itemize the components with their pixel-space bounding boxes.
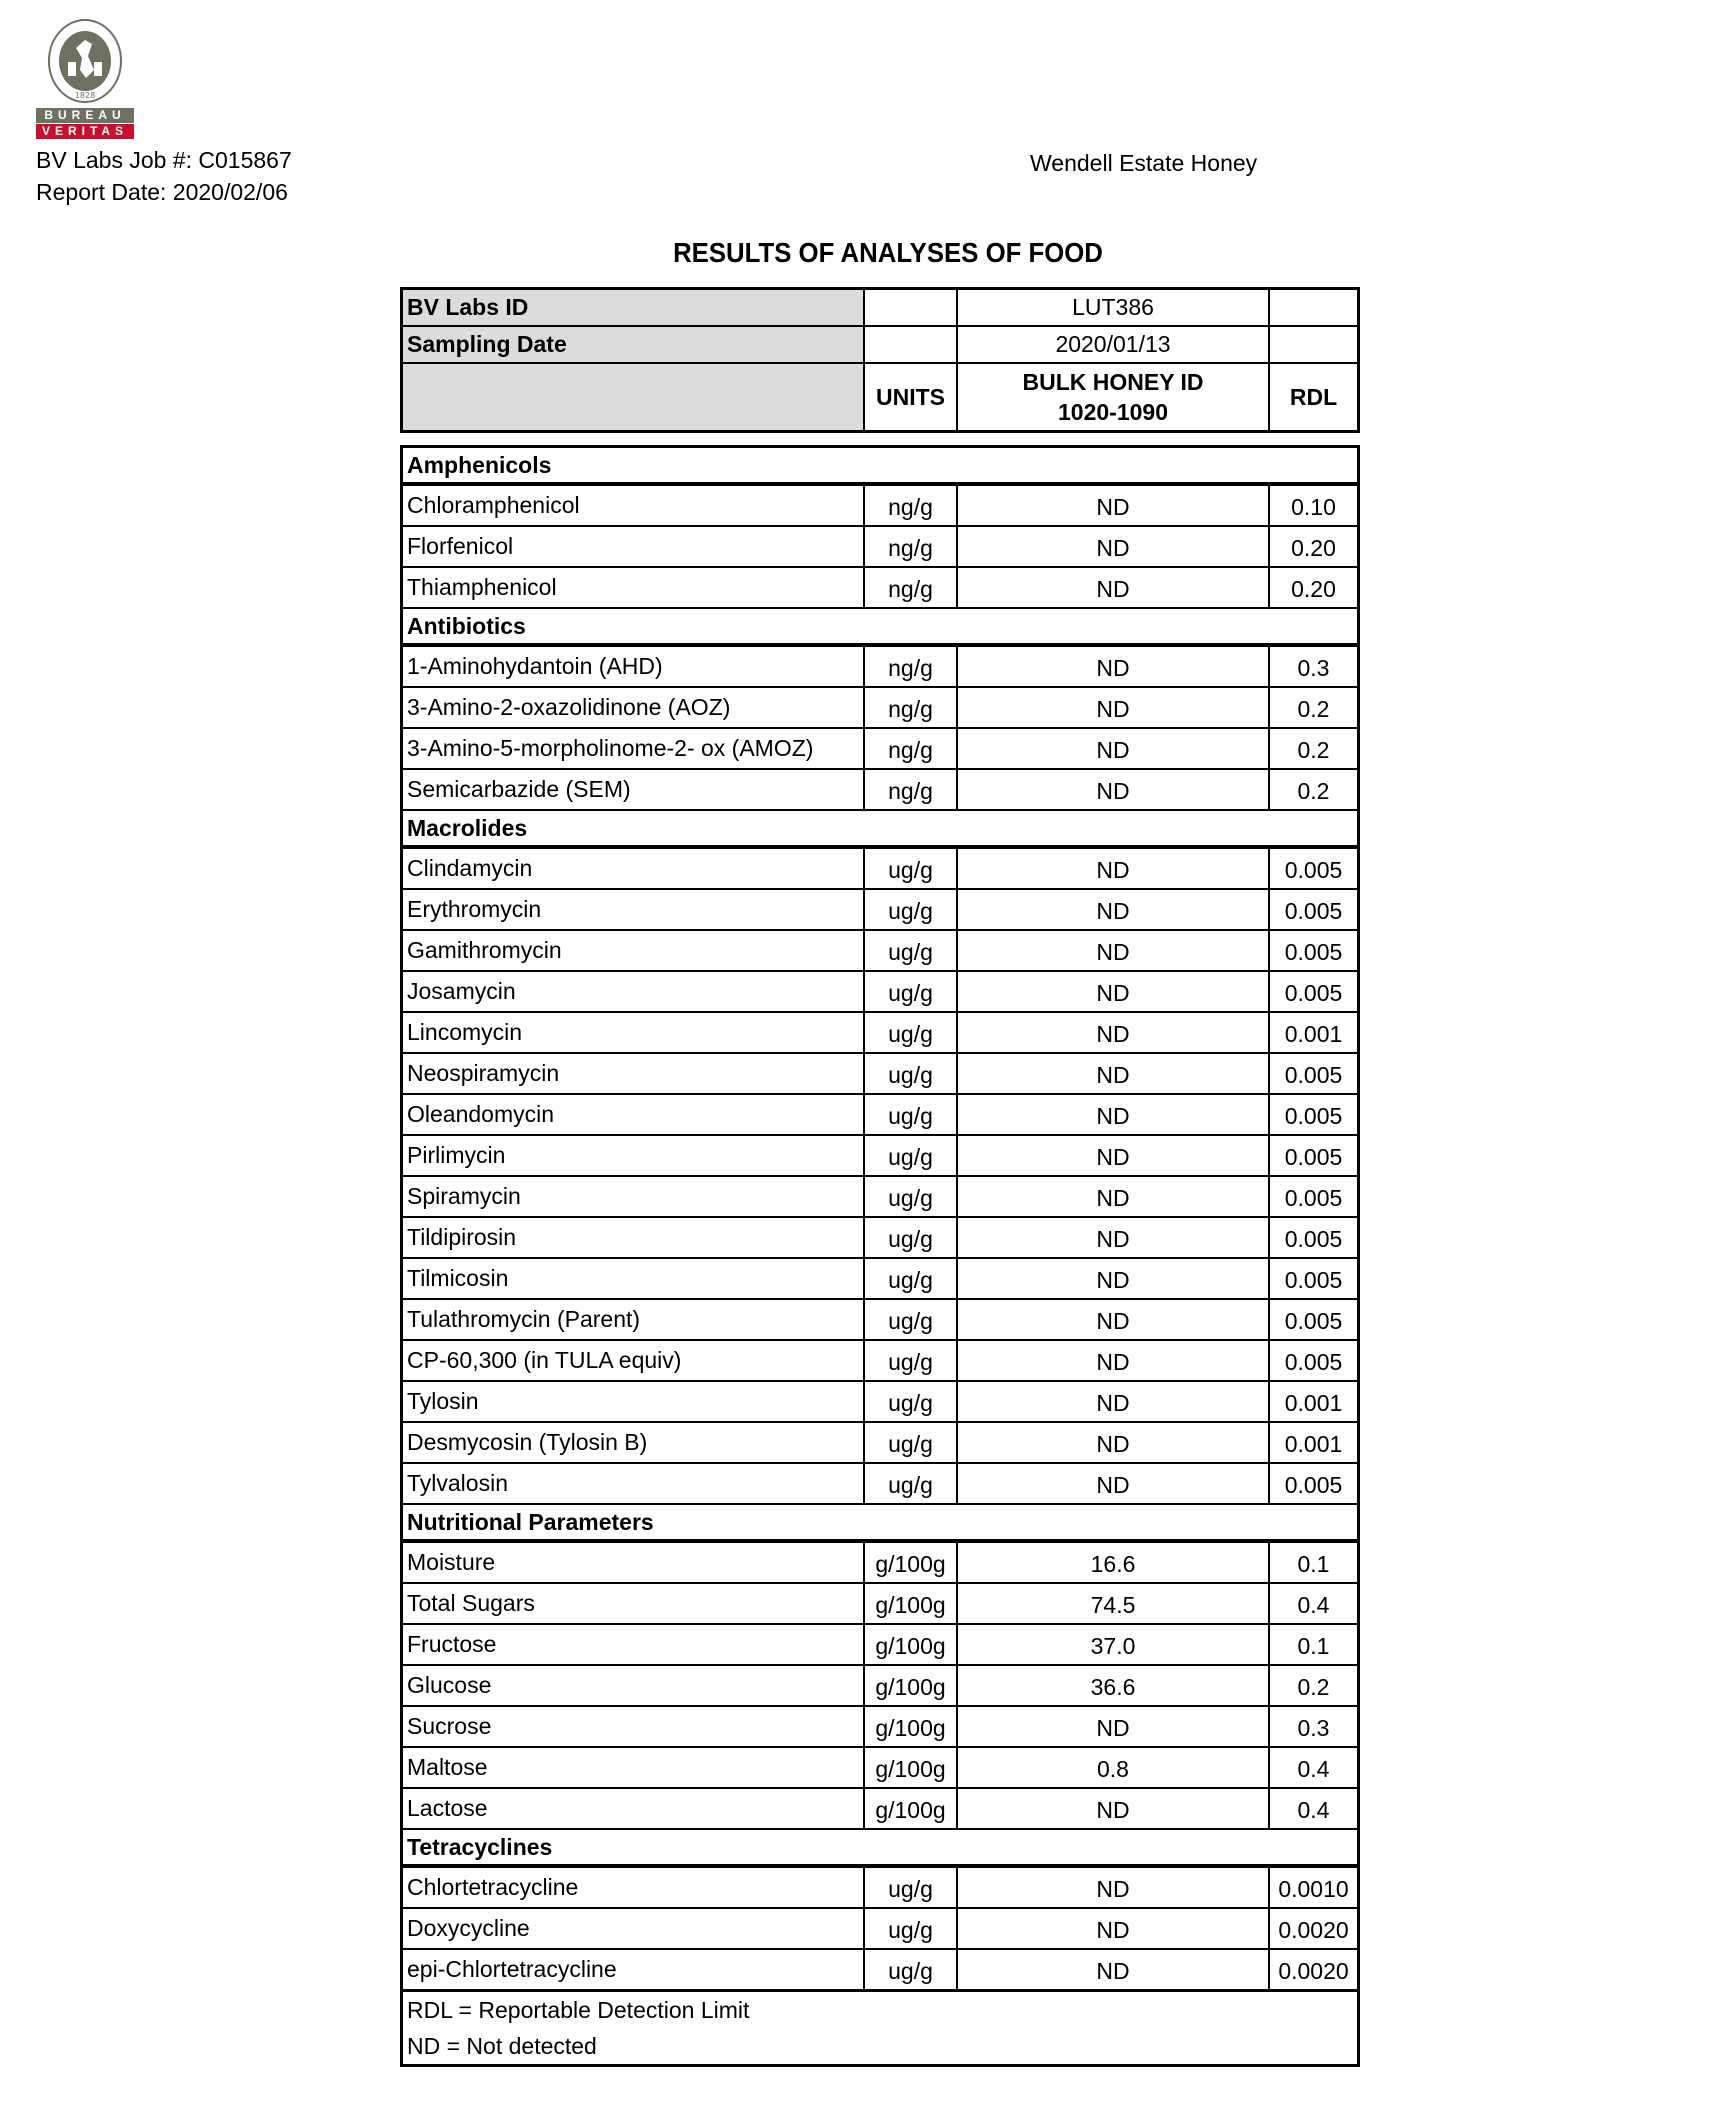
units-value: ug/g — [864, 1217, 957, 1258]
units-value: ug/g — [864, 1299, 957, 1340]
units-value: ug/g — [864, 847, 957, 889]
analyte-name: Maltose — [402, 1747, 865, 1788]
result-value: ND — [957, 847, 1269, 889]
units-value: ng/g — [864, 645, 957, 687]
client-name: Wendell Estate Honey — [1030, 150, 1258, 176]
report-date: Report Date: 2020/02/06 — [36, 179, 288, 205]
analyte-name: Pirlimycin — [402, 1135, 865, 1176]
rdl-value: 0.005 — [1269, 971, 1359, 1012]
rdl-value: 0.1 — [1269, 1541, 1359, 1583]
analyte-name: Tildipirosin — [402, 1217, 865, 1258]
units-value: ng/g — [864, 567, 957, 608]
result-value: 0.8 — [957, 1747, 1269, 1788]
category-row — [402, 1504, 1359, 1541]
sampling-date-value: 2020/01/13 — [957, 326, 1269, 363]
units-value: g/100g — [864, 1706, 957, 1747]
empty-cell — [1269, 326, 1359, 363]
rdl-value: 0.005 — [1269, 1135, 1359, 1176]
rdl-value: 0.0010 — [1269, 1866, 1359, 1908]
rdl-value: 0.005 — [1269, 930, 1359, 971]
units-value: g/100g — [864, 1624, 957, 1665]
analyte-name: Total Sugars — [402, 1583, 865, 1624]
units-value: ug/g — [864, 1463, 957, 1504]
footnote-row — [402, 1991, 1359, 2029]
rdl-header: RDL — [1269, 363, 1359, 432]
analyte-name: 3-Amino-5-morpholinome-2- ox (AMOZ) — [402, 728, 865, 769]
sampling-date-label: Sampling Date — [402, 326, 865, 363]
job-number: BV Labs Job #: C015867 — [36, 147, 292, 173]
table-row — [402, 1665, 1359, 1706]
units-value: ug/g — [864, 1422, 957, 1463]
table-row — [402, 1258, 1359, 1299]
rdl-value: 0.001 — [1269, 1012, 1359, 1053]
category-label: Nutritional Parameters — [402, 1504, 1359, 1541]
table-row — [402, 567, 1359, 608]
table-row — [402, 1908, 1359, 1949]
table-row — [402, 484, 1359, 526]
category-label: Macrolides — [402, 810, 1359, 847]
result-value: 37.0 — [957, 1624, 1269, 1665]
units-value: ug/g — [864, 1053, 957, 1094]
rdl-value: 0.005 — [1269, 1053, 1359, 1094]
rdl-value: 0.4 — [1269, 1788, 1359, 1829]
rdl-value: 0.0020 — [1269, 1949, 1359, 1991]
analyte-name: Doxycycline — [402, 1908, 865, 1949]
category-label: Antibiotics — [402, 608, 1359, 645]
result-value: ND — [957, 526, 1269, 567]
result-value: 74.5 — [957, 1583, 1269, 1624]
rdl-value: 0.001 — [1269, 1381, 1359, 1422]
sampling-date-row — [402, 326, 1359, 363]
rdl-value: 0.005 — [1269, 1340, 1359, 1381]
analyte-name: Lactose — [402, 1788, 865, 1829]
units-value: ng/g — [864, 728, 957, 769]
analyte-name: Desmycosin (Tylosin B) — [402, 1422, 865, 1463]
units-value: g/100g — [864, 1541, 957, 1583]
units-value: ug/g — [864, 1381, 957, 1422]
category-row — [402, 447, 1359, 485]
units-value: ng/g — [864, 687, 957, 728]
empty-cell — [864, 289, 957, 327]
analyte-name: Sucrose — [402, 1706, 865, 1747]
result-value: ND — [957, 1094, 1269, 1135]
table-row — [402, 1094, 1359, 1135]
rdl-value: 0.2 — [1269, 687, 1359, 728]
result-value: ND — [957, 1381, 1269, 1422]
result-value: ND — [957, 1706, 1269, 1747]
analyte-name: Neospiramycin — [402, 1053, 865, 1094]
table-row — [402, 687, 1359, 728]
units-value: g/100g — [864, 1788, 957, 1829]
table-row — [402, 645, 1359, 687]
footnote-row — [402, 2028, 1359, 2066]
table-row — [402, 1381, 1359, 1422]
units-value: ug/g — [864, 889, 957, 930]
rdl-value: 0.3 — [1269, 645, 1359, 687]
analyte-name: Gamithromycin — [402, 930, 865, 971]
units-value: ug/g — [864, 930, 957, 971]
analyte-name: CP-60,300 (in TULA equiv) — [402, 1340, 865, 1381]
table-row — [402, 1463, 1359, 1504]
units-value: ug/g — [864, 1012, 957, 1053]
result-value: ND — [957, 1258, 1269, 1299]
sample-id-header — [957, 363, 1269, 432]
result-value: ND — [957, 769, 1269, 810]
table-row — [402, 1624, 1359, 1665]
table-row — [402, 769, 1359, 810]
analyte-name: Tylvalosin — [402, 1463, 865, 1504]
table-row — [402, 1866, 1359, 1908]
units-value: ng/g — [864, 484, 957, 526]
analyte-name: Chloramphenicol — [402, 484, 865, 526]
analyte-name: Thiamphenicol — [402, 567, 865, 608]
rdl-value: 0.20 — [1269, 526, 1359, 567]
bv-labs-id-row — [402, 289, 1359, 327]
column-header-row — [402, 363, 1359, 432]
table-row — [402, 889, 1359, 930]
rdl-value: 0.3 — [1269, 1706, 1359, 1747]
rdl-value: 0.005 — [1269, 1176, 1359, 1217]
analyte-name: Erythromycin — [402, 889, 865, 930]
table-row — [402, 728, 1359, 769]
category-row — [402, 1829, 1359, 1866]
analyte-name: Clindamycin — [402, 847, 865, 889]
analyte-name: 1-Aminohydantoin (AHD) — [402, 645, 865, 687]
analyte-name: Tylosin — [402, 1381, 865, 1422]
category-row — [402, 810, 1359, 847]
units-value: g/100g — [864, 1747, 957, 1788]
analyte-name: Spiramycin — [402, 1176, 865, 1217]
result-value: ND — [957, 1176, 1269, 1217]
result-value: ND — [957, 1217, 1269, 1258]
units-value: g/100g — [864, 1583, 957, 1624]
table-row — [402, 971, 1359, 1012]
table-row — [402, 1053, 1359, 1094]
analyte-name: Tilmicosin — [402, 1258, 865, 1299]
units-value: ug/g — [864, 971, 957, 1012]
analyte-name: epi-Chlortetracycline — [402, 1949, 865, 1991]
units-value: ng/g — [864, 769, 957, 810]
analyte-name: Semicarbazide (SEM) — [402, 769, 865, 810]
result-value: ND — [957, 1135, 1269, 1176]
category-label: Amphenicols — [402, 447, 1359, 485]
sample-id-header-line2: 1020-1090 — [1058, 399, 1168, 425]
table-row — [402, 1788, 1359, 1829]
report-title: RESULTS OF ANALYSES OF FOOD — [673, 237, 1103, 268]
sample-header-table — [400, 287, 1360, 433]
result-value: ND — [957, 1299, 1269, 1340]
rdl-value: 0.005 — [1269, 1299, 1359, 1340]
table-row — [402, 1340, 1359, 1381]
rdl-value: 0.005 — [1269, 1258, 1359, 1299]
result-value: ND — [957, 1908, 1269, 1949]
table-row — [402, 1747, 1359, 1788]
category-row — [402, 608, 1359, 645]
logo-year: 1828 — [74, 91, 96, 100]
table-row — [402, 1706, 1359, 1747]
units-value: ug/g — [864, 1866, 957, 1908]
result-value: ND — [957, 1422, 1269, 1463]
units-value: ng/g — [864, 526, 957, 567]
result-value: ND — [957, 930, 1269, 971]
units-value: ug/g — [864, 1949, 957, 1991]
rdl-value: 0.001 — [1269, 1422, 1359, 1463]
units-value: ug/g — [864, 1135, 957, 1176]
units-value: ug/g — [864, 1176, 957, 1217]
units-value: g/100g — [864, 1665, 957, 1706]
rdl-value: 0.20 — [1269, 567, 1359, 608]
table-row — [402, 1299, 1359, 1340]
result-value: ND — [957, 645, 1269, 687]
analyte-name: 3-Amino-2-oxazolidinone (AOZ) — [402, 687, 865, 728]
bureau-veritas-seal-icon — [36, 18, 134, 104]
rdl-value: 0.2 — [1269, 1665, 1359, 1706]
units-value: ug/g — [864, 1340, 957, 1381]
rdl-value: 0.005 — [1269, 889, 1359, 930]
empty-cell — [864, 326, 957, 363]
units-header: UNITS — [864, 363, 957, 432]
units-value: ug/g — [864, 1258, 957, 1299]
rdl-value: 0.4 — [1269, 1583, 1359, 1624]
empty-cell — [1269, 289, 1359, 327]
analyte-name: Chlortetracycline — [402, 1866, 865, 1908]
rdl-value: 0.005 — [1269, 1463, 1359, 1504]
result-value: ND — [957, 567, 1269, 608]
bv-labs-id-value: LUT386 — [957, 289, 1269, 327]
rdl-value: 0.10 — [1269, 484, 1359, 526]
rdl-value: 0.2 — [1269, 728, 1359, 769]
result-value: 36.6 — [957, 1665, 1269, 1706]
table-row — [402, 930, 1359, 971]
rdl-value: 0.1 — [1269, 1624, 1359, 1665]
result-value: ND — [957, 889, 1269, 930]
logo-band-veritas: VERITAS — [36, 124, 134, 139]
bv-labs-id-label: BV Labs ID — [402, 289, 865, 327]
table-row — [402, 1422, 1359, 1463]
empty-header-cell — [402, 363, 865, 432]
sample-id-header-line1: BULK HONEY ID — [1022, 369, 1204, 395]
result-value: 16.6 — [957, 1541, 1269, 1583]
result-value: ND — [957, 1340, 1269, 1381]
result-value: ND — [957, 1012, 1269, 1053]
rdl-value: 0.005 — [1269, 847, 1359, 889]
analyte-name: Florfenicol — [402, 526, 865, 567]
footnote: RDL = Reportable Detection Limit — [402, 1991, 1359, 2029]
analyte-name: Moisture — [402, 1541, 865, 1583]
result-value: ND — [957, 1463, 1269, 1504]
table-row — [402, 1012, 1359, 1053]
analyte-name: Josamycin — [402, 971, 865, 1012]
result-value: ND — [957, 484, 1269, 526]
table-row — [402, 1217, 1359, 1258]
table-row — [402, 847, 1359, 889]
results-table — [400, 445, 1360, 2067]
analyte-name: Fructose — [402, 1624, 865, 1665]
rdl-value: 0.2 — [1269, 769, 1359, 810]
units-value: ug/g — [864, 1908, 957, 1949]
result-value: ND — [957, 1866, 1269, 1908]
analyte-name: Oleandomycin — [402, 1094, 865, 1135]
result-value: ND — [957, 1053, 1269, 1094]
table-row — [402, 1583, 1359, 1624]
table-row — [402, 1541, 1359, 1583]
category-label: Tetracyclines — [402, 1829, 1359, 1866]
analyte-name: Lincomycin — [402, 1012, 865, 1053]
footnote: ND = Not detected — [402, 2028, 1359, 2066]
result-value: ND — [957, 971, 1269, 1012]
table-row — [402, 526, 1359, 567]
logo-band-bureau: BUREAU — [36, 108, 134, 123]
result-value: ND — [957, 728, 1269, 769]
rdl-value: 0.4 — [1269, 1747, 1359, 1788]
table-row — [402, 1949, 1359, 1991]
result-value: ND — [957, 1788, 1269, 1829]
result-value: ND — [957, 1949, 1269, 1991]
analyte-name: Tulathromycin (Parent) — [402, 1299, 865, 1340]
units-value: ug/g — [864, 1094, 957, 1135]
table-row — [402, 1176, 1359, 1217]
rdl-value: 0.005 — [1269, 1217, 1359, 1258]
analyte-name: Glucose — [402, 1665, 865, 1706]
rdl-value: 0.0020 — [1269, 1908, 1359, 1949]
result-value: ND — [957, 687, 1269, 728]
bureau-veritas-logo — [36, 18, 136, 139]
table-row — [402, 1135, 1359, 1176]
rdl-value: 0.005 — [1269, 1094, 1359, 1135]
